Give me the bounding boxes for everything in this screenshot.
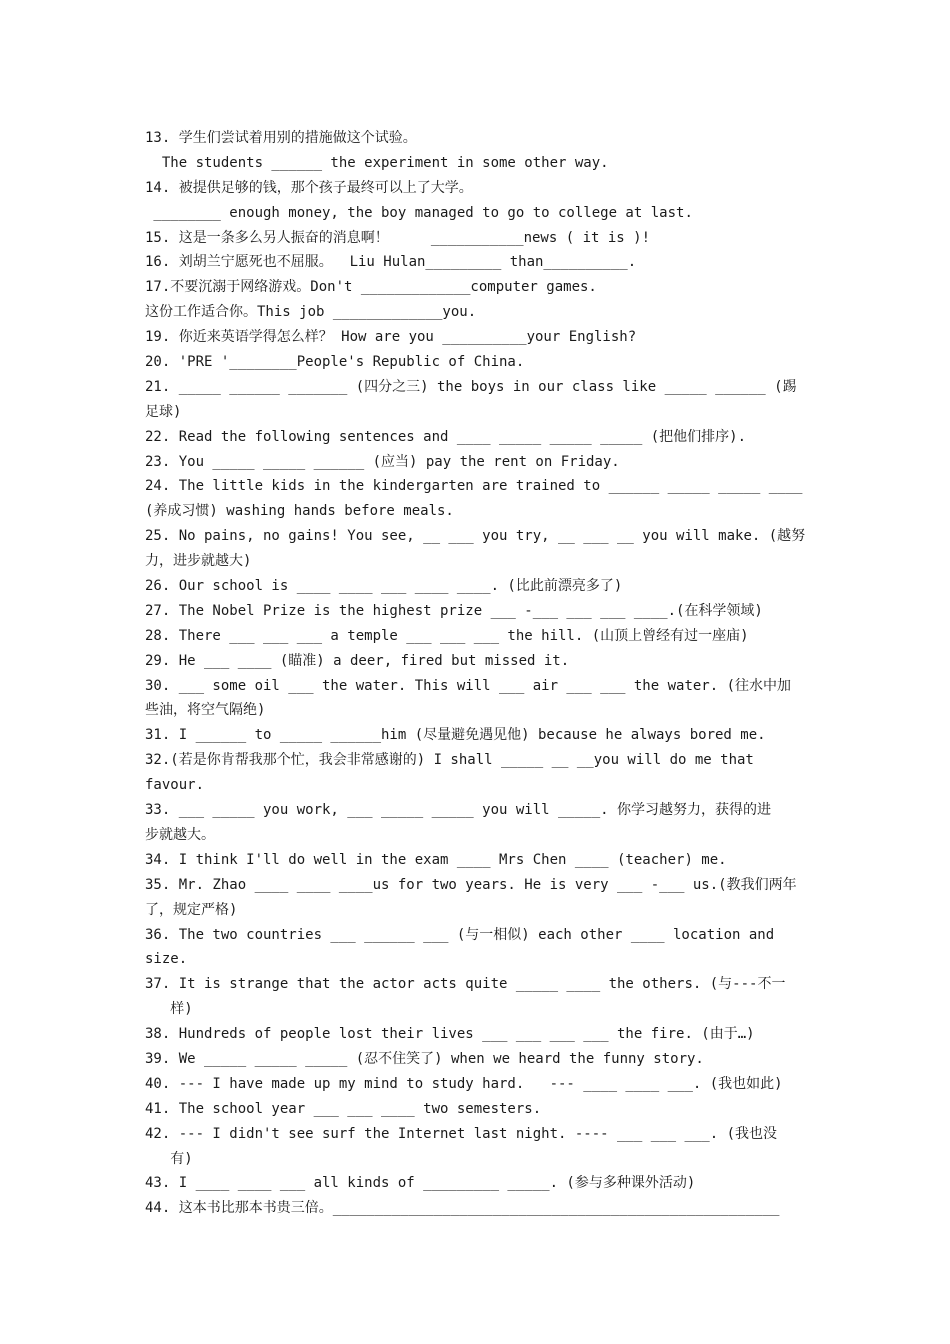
exercise-27: 27. The Nobel Prize is the highest prize ___ -___ ___ ___ ____.(在科学领域) bbox=[145, 602, 763, 619]
exercise-page bbox=[145, 126, 810, 1221]
exercise-14-english: ________ enough money, the boy managed to go to college at last. bbox=[145, 204, 693, 221]
exercise-37-line-2: 样) bbox=[145, 1001, 193, 1018]
exercise-39: 39. We _____ _____ _____ (忍不住笑了) when we heard the funny story. bbox=[145, 1050, 704, 1067]
exercise-43: 43. I ____ ____ ___ all kinds of _________ _____. (参与多种课外活动) bbox=[145, 1175, 696, 1192]
exercise-23: 23. You _____ _____ ______ (应当) pay the rent on Friday. bbox=[145, 453, 620, 470]
exercise-29: 29. He ___ ____ (瞄准) a deer, fired but missed it. bbox=[145, 652, 570, 669]
exercise-38: 38. Hundreds of people lost their lives ___ ___ ___ ___ the fire. (由于…) bbox=[145, 1026, 755, 1043]
exercise-13-chinese: 13. 学生们尝试着用别的措施做这个试验。 bbox=[145, 130, 417, 146]
exercise-13-english: The students ______ the experiment in some other way. bbox=[145, 154, 609, 171]
exercise-28: 28. There ___ ___ ___ a temple ___ ___ ___ the hill. (山顶上曾经有过一座庙) bbox=[145, 627, 749, 644]
exercise-16: 16. 刘胡兰宁愿死也不屈服。 Liu Hulan_________ than__________. bbox=[145, 254, 637, 271]
exercise-24-line-2: (养成习惯) washing hands before meals. bbox=[145, 503, 454, 520]
exercise-22: 22. Read the following sentences and ____ _____ _____ _____ (把他们排序). bbox=[145, 428, 747, 445]
exercise-35-line-1: 35. Mr. Zhao ____ ____ ____us for two years. He is very ___ -___ us.(教我们两年 bbox=[145, 876, 797, 893]
exercise-26: 26. Our school is ____ ____ ___ ____ ____. (比此前漂亮多了) bbox=[145, 578, 623, 595]
exercise-31: 31. I ______ to _____ ______him (尽量避免遇见他) because he always bored me. bbox=[145, 727, 766, 744]
exercise-20: 20. 'PRE '________People's Republic of China. bbox=[145, 354, 525, 371]
exercise-18: 这份工作适合你。This job _____________you. bbox=[145, 304, 477, 321]
exercise-33-line-1: 33. ___ _____ you work, ___ _____ _____ you will _____. 你学习越努力，获得的进 bbox=[145, 802, 772, 819]
exercise-15: 15. 这是一条多么另人振奋的消息啊！ ___________news ( it is )! bbox=[145, 229, 651, 246]
exercise-21-line-2: 足球) bbox=[145, 403, 182, 420]
exercise-42-line-1: 42. --- I didn't see surf the Internet last night. ---- ___ ___ ___. (我也没 bbox=[145, 1125, 778, 1142]
exercise-30-line-2: 些油，将空气隔绝) bbox=[145, 702, 266, 719]
exercise-36-line-1: 36. The two countries ___ ______ ___ (与一相似) each other ____ location and bbox=[145, 926, 775, 943]
exercise-42-line-2: 有) bbox=[145, 1150, 193, 1167]
exercise-30-line-1: 30. ___ some oil ___ the water. This will ___ air ___ ___ the water. (往水中加 bbox=[145, 677, 792, 694]
exercise-40: 40. --- I have made up my mind to study hard. --- ____ ____ ___. (我也如此) bbox=[145, 1075, 783, 1092]
exercise-35-line-2: 了，规定严格) bbox=[145, 901, 238, 918]
exercise-44: 44. 这本书比那本书贵三倍。_____________________________________________________ bbox=[145, 1200, 780, 1217]
exercise-34: 34. I think I'll do well in the exam ____ Mrs Chen ____ (teacher) me. bbox=[145, 851, 727, 868]
exercise-14-chinese: 14. 被提供足够的钱，那个孩子最终可以上了大学。 bbox=[145, 179, 473, 196]
exercise-32-line-2: favour. bbox=[145, 777, 205, 794]
exercise-19: 19. 你近来英语学得怎么样？ How are you __________your English? bbox=[145, 329, 637, 346]
exercise-24-line-1: 24. The little kids in the kindergarten are trained to ______ _____ _____ ____ bbox=[145, 478, 803, 495]
exercise-41: 41. The school year ___ ___ ____ two semesters. bbox=[145, 1100, 542, 1117]
exercise-25-line-2: 力，进步就越大) bbox=[145, 553, 252, 570]
exercise-17: 17.不要沉溺于网络游戏。Don't _____________computer games. bbox=[145, 279, 597, 296]
exercise-21-line-1: 21. _____ ______ _______ (四分之三) the boys in our class like _____ ______ (踢 bbox=[145, 378, 797, 395]
exercise-32-line-1: 32.(若是你肯帮我那个忙，我会非常感谢的) I shall _____ __ __you will do me that bbox=[145, 752, 754, 769]
exercise-33-line-2: 步就越大。 bbox=[145, 826, 215, 843]
exercise-37-line-1: 37. It is strange that the actor acts quite _____ ____ the others. (与---不一 bbox=[145, 976, 786, 993]
exercise-36-line-2: size. bbox=[145, 951, 188, 968]
exercise-25-line-1: 25. No pains, no gains! You see, __ ___ you try, __ ___ __ you will make. (越努 bbox=[145, 528, 806, 545]
